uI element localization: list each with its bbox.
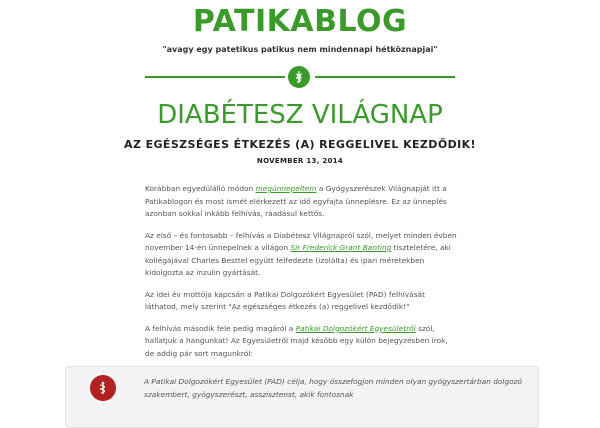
p4-text-post: szól, hallatjuk a hangunkat! Az Egyesületről majd később egy külön bejegyzésben írok, de addig pár sort magunkról: [145,323,448,358]
quote-text: A Patikai Dolgozókért Egyesület (PAD) célja, hogy összefogjon minden olyan gyógyszertárban dolgozó szakembert, gyógyszerészt, asszisztenst, akik fontosnak [144,377,523,399]
paragraph-1 [145,183,457,221]
paragraph-4 [145,323,457,361]
post-content [145,183,457,369]
link-megunnepeltem[interactable]: megünnepeltem [255,184,317,193]
p2-text-pre: Az első – és fontosabb – felhívás a Diabétesz Világnapról szól, melyet minden évben november 14-én ünnepelnek a világon [145,230,457,252]
p4-text-pre: A felhívás második fele pedig magáról a [145,323,296,333]
paragraph-2 [145,230,457,280]
post-date: NOVEMBER 13, 2014 [256,157,344,165]
blockquote [65,366,539,428]
paragraph-3: Az idei év mottója kapcsán a Patikai Dolgozókért Egyesület (PAD) felhívását láthatod, mely szerint "Az egészséges étkezés (a) reggelivel kezdődik!" [145,289,425,311]
caduceus-icon [288,66,310,88]
p2-text-post: tiszteletére, aki kollégájával Charles Besttel együtt felfedezte (izolálta) és ipari méretekben kidolgozta az inzulin gyártását. [145,243,451,277]
link-banting[interactable]: Sir Frederick Grant Banting [290,243,392,252]
p1-text-post: a Gyógyszerészek Világnapját itt a Patikablogon és most ismét elérkezett az idő egyfajta ünneplésre. Ez az ünneplés azonban sokkal inkább felhívás, ráadásul kettős. [145,184,447,218]
link-egyesulet[interactable]: Patikai Dolgozókért Egyesületről [295,323,416,333]
header-divider [145,66,455,88]
pharmacy-logo-icon [90,375,116,401]
post-title[interactable]: DIABÉTESZ VILÁGNAP [157,100,443,130]
site-tagline: "avagy egy patetikus patikus nem mindennapi hétköznapjai" [162,45,438,54]
post-subtitle: AZ EGÉSZSÉGES ÉTKEZÉS (A) REGGELIVEL KEZDŐDIK! [124,138,476,151]
p1-text-pre: Korábban egyedülálló módon [145,184,256,193]
site-title[interactable]: PATIKABLOG [192,4,408,39]
divider-line-left [145,76,285,78]
divider-line-right [315,76,455,78]
